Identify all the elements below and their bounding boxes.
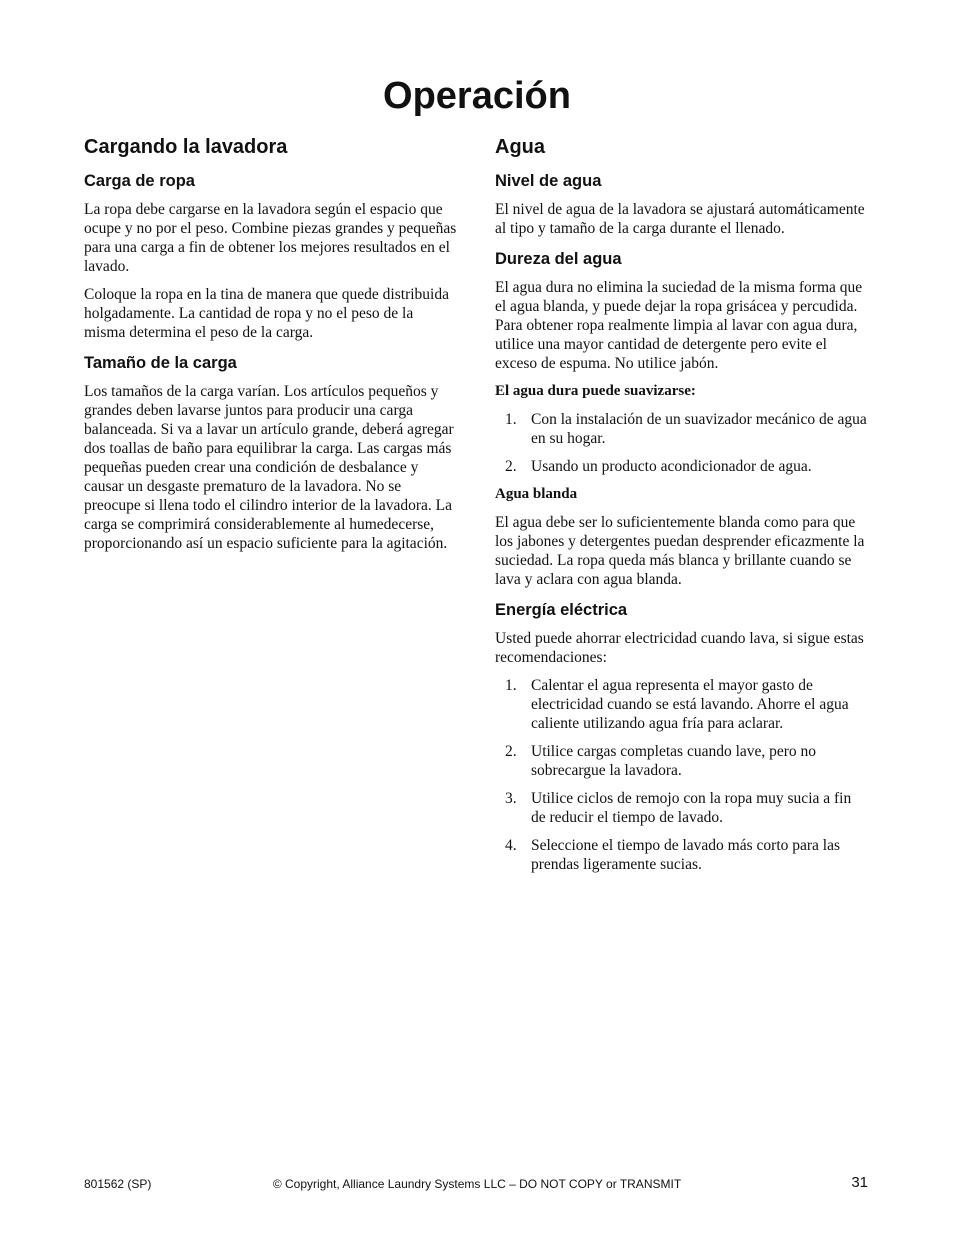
paragraph: Coloque la ropa en la tina de manera que quede distribuida holgadamente. La cantidad de ropa y no el peso de la misma determina el peso de la carga.: [84, 286, 449, 341]
list-item: [495, 789, 869, 827]
section-heading-agua: Agua: [495, 136, 545, 158]
list-item: [495, 676, 869, 733]
list-item: [495, 457, 869, 476]
list-item: [495, 410, 869, 448]
list-text: Con la instalación de un suavizador mecánico de agua en su hogar.: [531, 411, 867, 447]
subheading-carga-de-ropa: Carga de ropa: [84, 172, 195, 190]
subheading-energia-electrica: Energía eléctrica: [495, 601, 628, 619]
paragraph: El nivel de agua de la lavadora se ajustará automáticamente al tipo y tamaño de la carga durante el llenado.: [495, 201, 865, 237]
list-number: 1.: [505, 677, 517, 694]
subheading-nivel-de-agua: Nivel de agua: [495, 172, 602, 190]
list-number: 2.: [505, 743, 517, 760]
numbered-list: [495, 676, 869, 874]
list-item: [495, 742, 869, 780]
footer-copyright: © Copyright, Alliance Laundry Systems LLC – DO NOT COPY or TRANSMIT: [272, 1177, 682, 1191]
left-column: [84, 134, 458, 562]
list-number: 2.: [505, 458, 517, 475]
list-text: Seleccione el tiempo de lavado más corto para las prendas ligeramente sucias.: [531, 837, 841, 873]
subheading-dureza-del-agua: Dureza del agua: [495, 250, 622, 268]
paragraph: El agua dura no elimina la suciedad de la misma forma que el agua blanda, y puede dejar la ropa grisácea y percudida. Para obtener ropa realmente limpia al lavar con agua dura, utilice una mayor cantidad de detergente pero evite el exceso de espuma. No utilice jabón.: [495, 279, 863, 372]
page-number: 31: [851, 1174, 868, 1191]
bold-label: Agua blanda: [495, 486, 578, 502]
list-number: 3.: [505, 790, 517, 807]
paragraph: Los tamaños de la carga varían. Los artículos pequeños y grandes deben lavarse juntos para producir una carga balanceada. Si va a lavar un artículo grande, deberá agregar dos toallas de baño para equilibrar la carga. Las cargas más pequeñas pueden crear una condición de desbalance y causar un desgaste prematuro de la lavadora. No se preocupe si llena todo el cilindro interior de la lavadora. La carga se comprimirá considerablemente al humedecerse, proporcionando así un espacio suficiente para la agitación.: [84, 383, 454, 552]
list-text: Utilice cargas completas cuando lave, pero no sobrecargue la lavadora.: [531, 743, 817, 779]
right-column: [495, 134, 869, 883]
list-text: Usando un producto acondicionador de agua.: [531, 458, 812, 475]
list-text: Utilice ciclos de remojo con la ropa muy sucia a fin de reducir el tiempo de lavado.: [531, 790, 852, 826]
paragraph: Usted puede ahorrar electricidad cuando lava, si sigue estas recomendaciones:: [495, 630, 864, 666]
subheading-tamano-de-la-carga: Tamaño de la carga: [84, 354, 237, 372]
bold-label: El agua dura puede suavizarse:: [495, 383, 696, 399]
list-item: [495, 836, 869, 874]
list-number: 1.: [505, 411, 517, 428]
list-text: Calentar el agua representa el mayor gasto de electricidad cuando se está lavando. Ahorre el agua caliente utilizando agua fría para aclarar.: [531, 677, 849, 732]
numbered-list: [495, 410, 869, 476]
footer-doc-number: 801562 (SP): [84, 1177, 152, 1191]
paragraph: El agua debe ser lo suficientemente blanda como para que los jabones y detergentes puedan desprender eficazmente la suciedad. La ropa queda más blanca y brillante cuando se lava y aclara con agua blanda.: [495, 514, 865, 588]
list-number: 4.: [505, 837, 517, 854]
page-title: Operación: [383, 75, 571, 117]
paragraph: La ropa debe cargarse en la lavadora según el espacio que ocupe y no por el peso. Combine piezas grandes y pequeñas para una carga a fin de obtener los mejores resultados en el lavado.: [84, 201, 457, 275]
section-heading-cargando: Cargando la lavadora: [84, 136, 288, 158]
